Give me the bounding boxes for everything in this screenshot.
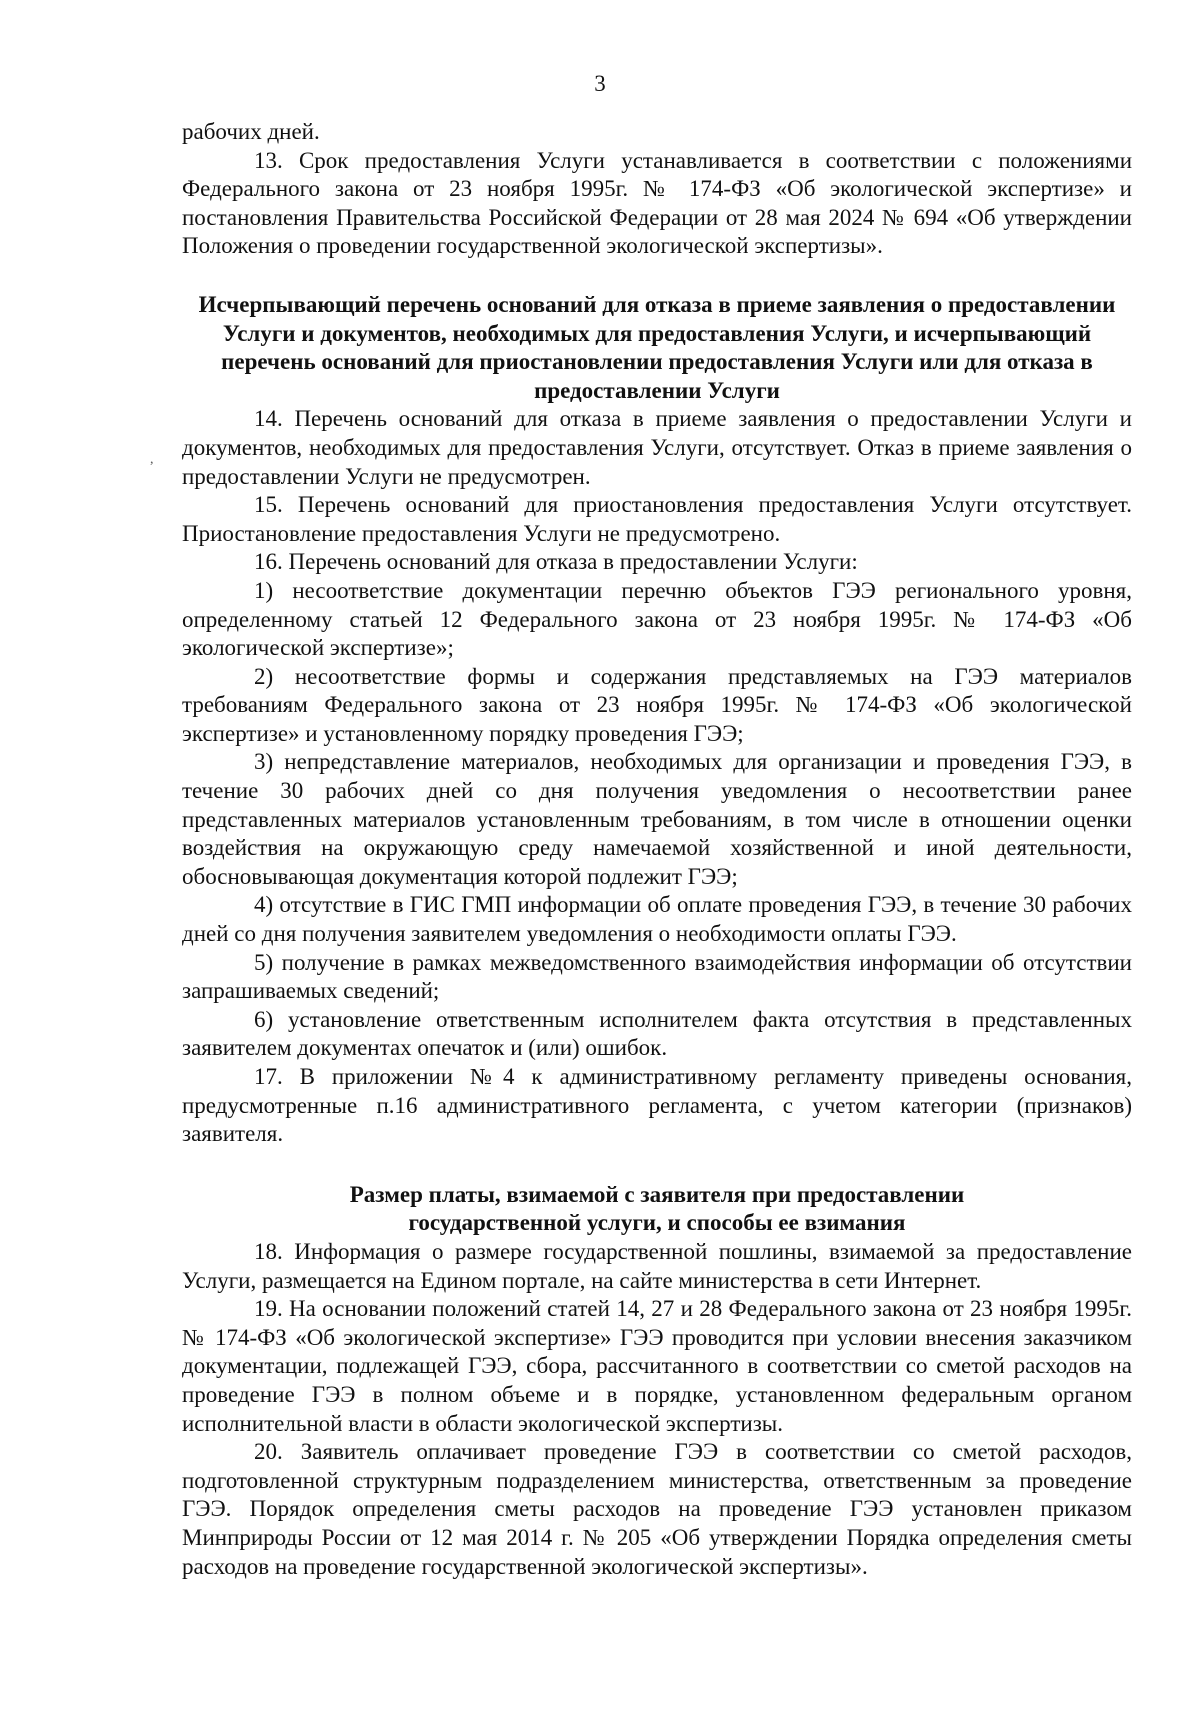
paragraph-19: 19. На основании положений статей 14, 27 и 28 Федерального закона от 23 ноября 1995г. № 174-ФЗ «Об экологической экспертизе» ГЭЭ проводится при условии внесения заказчиком документации, подлежащей ГЭЭ, сбора, рассчитанного в соответствии со сметой расходов на проведение ГЭЭ в полном объеме и в порядке, установленном федеральным органом исполнительной власти в области экологической экспертизы. (182, 1296, 1132, 1436)
paragraph-16: 16. Перечень оснований для отказа в предоставлении Услуги: (254, 549, 858, 575)
paragraph-14: 14. Перечень оснований для отказа в приеме заявления о предоставлении Услуги и документов, необходимых для предоставления Услуги, отсутствует. Отказ в приеме заявления о предоставлении Услуги не предусмотрен. (182, 406, 1132, 489)
paragraph-13: 13. Срок предоставления Услуги устанавливается в соответствии с положениями Федерального закона от 23 ноября 1995г. № 174-ФЗ «Об экологической экспертизе» и постановления Правительства Российской Федерации от 28 мая 2024 № 694 «Об утверждении Положения о проведении государственной экологической экспертизы». (182, 147, 1132, 259)
paragraph-16-item-2: 2) несоответствие формы и содержания представляемых на ГЭЭ материалов требованиям Федерального закона от 23 ноября 1995г. № 174-ФЗ «Об экологической экспертизе» и установленному порядку проведения ГЭЭ; (182, 663, 1132, 746)
paragraph-18: 18. Информация о размере государственной пошлины, взимаемой за предоставление Услуги, размещается на Едином портале, на сайте министерства в сети Интернет. (182, 1238, 1132, 1293)
page-number: 3 (594, 71, 606, 96)
section-heading-fee-line-1: Размер платы, взимаемой с заявителя при предоставлении (349, 1181, 965, 1207)
section-heading-refusal-grounds: Исчерпывающий перечень оснований для отказа в приеме заявления о предоставлении Услуги и документов, необходимых для предоставления Услуги, и исчерпывающий перечень оснований для приостановлении предоставления Услуги или для отказа в предоставлении Услуги (198, 291, 1116, 403)
paragraph-16-item-4: 4) отсутствие в ГИС ГМП информации об оплате проведения ГЭЭ, в течение 30 рабочих дней со дня получения заявителем уведомления о необходимости оплаты ГЭЭ. (182, 892, 1132, 947)
paragraph-16-item-1: 1) несоответствие документации перечню объектов ГЭЭ регионального уровня, определенному статьей 12 Федерального закона от 23 ноября 1995г. № 174-ФЗ «Об экологической экспертизе»; (182, 577, 1132, 661)
section-heading-fee-line-2: государственной услуги, и способы ее взимания (408, 1210, 906, 1236)
scan-mark: , (150, 452, 154, 467)
paragraph-16-item-5: 5) получение в рамках межведомственного взаимодействия информации об отсутствии запрашиваемых сведений; (182, 949, 1132, 1004)
paragraph-15: 15. Перечень оснований для приостановления предоставления Услуги отсутствует. Приостановление предоставления Услуги не предусмотрено. (182, 492, 1132, 546)
document-body (182, 118, 1132, 1581)
paragraph-17: 17. В приложении №4 к административному регламенту приведены основания, предусмотренные п.16 административного регламента, с учетом категории (признаков) заявителя. (182, 1064, 1132, 1147)
paragraph-16-item-6: 6) установление ответственным исполнителем факта отсутствия в представленных заявителем документах опечаток и (или) ошибок. (182, 1006, 1132, 1061)
section-spacer (182, 261, 1132, 291)
paragraph-20: 20. Заявитель оплачивает проведение ГЭЭ в соответствии со сметой расходов, подготовленной структурным подразделением министерства, ответственным за проведение ГЭЭ. Порядок определения сметы расходов на проведение ГЭЭ установлен приказом Минприроды России от 12 мая 2014 г. № 205 «Об утверждении Порядка определения сметы расходов на проведение государственной экологической экспертизы». (182, 1439, 1132, 1579)
section-spacer (182, 1149, 1132, 1181)
paragraph-16-item-3: 3) непредставление материалов, необходимых для организации и проведения ГЭЭ, в течение 30 рабочих дней со дня получения уведомления о несоответствии ранее представленных материалов установленным требованиям, в том числе в отношении оценки воздействия на окружающую среду намечаемой хозяйственной и иной деятельности, обосновывающая документация которой подлежит ГЭЭ; (182, 749, 1132, 889)
continuation-text: рабочих дней. (182, 119, 320, 144)
